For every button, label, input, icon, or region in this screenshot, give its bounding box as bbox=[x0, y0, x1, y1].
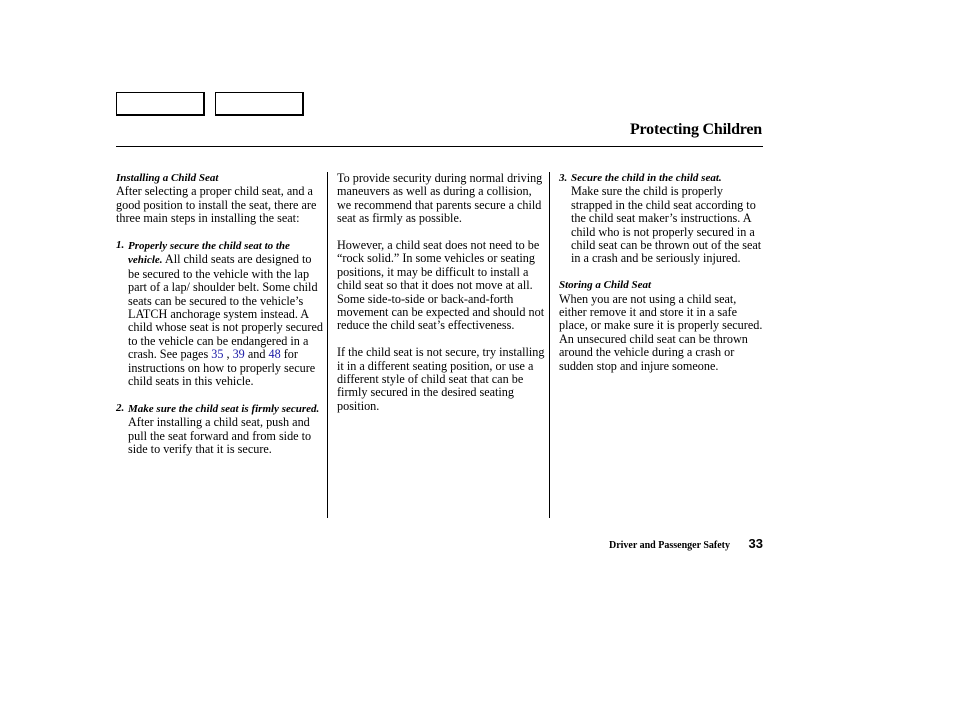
nav-next-button[interactable] bbox=[215, 92, 304, 116]
section-heading-storing: Storing a Child Seat bbox=[559, 279, 652, 292]
footer-section-name: Driver and Passenger Safety bbox=[608, 540, 730, 551]
storing-paragraph: When you are not using a child seat, either remove it and store it in a safe place, or make sure it is properly secured. An unsecured child seat can be thrown around the vehicle during a crash or sudden stop and injure someone. bbox=[559, 291, 763, 373]
step-3-lead: Secure the child in the child seat. bbox=[571, 172, 722, 184]
page-link-35[interactable]: 35 bbox=[211, 347, 224, 362]
page-link-39[interactable]: 39 bbox=[232, 347, 245, 362]
step-2-text: After installing a child seat, push and pull the seat forward and from side to side to verify that it is secure. bbox=[128, 415, 312, 457]
paragraph-rock-solid: However, a child seat does not need to be “rock solid.” In some vehicles or seating positions, it may be difficult to install a child seat so that it does not move at all. Some side-to-side or back-and-forth movement can be expected and should not reduce the child seat’s effectiveness. bbox=[337, 238, 545, 333]
step-2-lead: Make sure the child seat is firmly secured. bbox=[128, 402, 320, 415]
step-1-text: All child seats are designed to be secured to the vehicle with the lap part of a lap/ shoulder belt. Some child seats can be secured to the vehicle’s LATCH anchorage system instead. A child whose seat is not properly secured to the vehicle can be endangered in a crash. See pages bbox=[128, 252, 323, 362]
step-3-text: Make sure the child is properly strapped in the child seat according to the child seat maker’s instructions. A child who is not properly secured in a child seat can be thrown out of the seat in a crash and be seriously injured. bbox=[571, 184, 762, 266]
column-2 bbox=[337, 172, 545, 413]
step-1-number: 1. bbox=[116, 239, 125, 252]
column-1 bbox=[116, 172, 324, 457]
paragraph-security: To provide security during normal driving maneuvers as well as during a collision, we recommend that parents secure a child seat as firmly as possible. bbox=[337, 171, 543, 226]
step-1 bbox=[116, 239, 324, 388]
step-3-number: 3. bbox=[559, 172, 568, 184]
section-heading-installing: Installing a Child Seat bbox=[116, 172, 219, 184]
column-3 bbox=[559, 172, 764, 373]
step-3 bbox=[559, 172, 764, 266]
column-divider-1 bbox=[327, 172, 328, 518]
paragraph-not-secure: If the child seat is not secure, try installing it in a different seating position, or use a different style of child seat that can be firmly secured in the desired seating position. bbox=[337, 345, 545, 413]
link-separator: , bbox=[223, 347, 233, 362]
intro-paragraph: After selecting a proper child seat, and a good position to install the seat, there are three main steps in installing the seat: bbox=[116, 184, 317, 226]
nav-previous-button[interactable] bbox=[116, 92, 205, 116]
step-2 bbox=[116, 402, 324, 457]
step-1-lead: Properly secure the child seat to the vehicle. bbox=[128, 240, 290, 267]
link-separator: and bbox=[244, 347, 269, 362]
column-divider-2 bbox=[549, 172, 550, 518]
page-number: 33 bbox=[748, 536, 763, 551]
step-2-number: 2. bbox=[116, 401, 125, 414]
title-divider bbox=[116, 146, 763, 147]
page-title: Protecting Children bbox=[629, 121, 762, 138]
page-link-48[interactable]: 48 bbox=[268, 347, 281, 362]
step-1-text-after: for instructions on how to properly secure child seats in this vehicle. bbox=[128, 347, 316, 389]
